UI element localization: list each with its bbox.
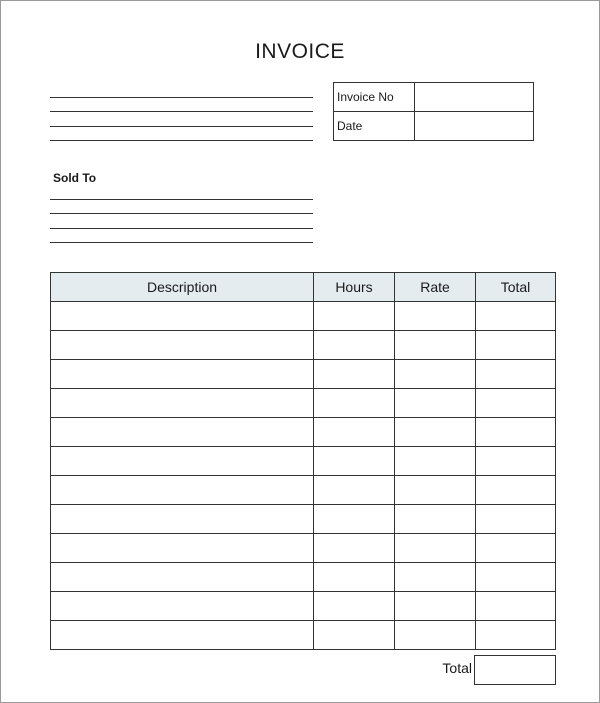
cell-total[interactable] xyxy=(476,563,556,592)
cell-rate[interactable] xyxy=(395,331,476,360)
sold-to-address-line[interactable] xyxy=(50,242,313,243)
table-row xyxy=(51,418,556,447)
cell-description[interactable] xyxy=(51,331,314,360)
cell-total[interactable] xyxy=(476,447,556,476)
cell-total[interactable] xyxy=(476,331,556,360)
cell-rate[interactable] xyxy=(395,621,476,650)
date-row xyxy=(334,112,534,141)
cell-total[interactable] xyxy=(476,534,556,563)
cell-rate[interactable] xyxy=(395,534,476,563)
table-row xyxy=(51,563,556,592)
table-row xyxy=(51,302,556,331)
cell-hours[interactable] xyxy=(314,505,395,534)
table-row xyxy=(51,447,556,476)
cell-total[interactable] xyxy=(476,418,556,447)
sold-to-address-line[interactable] xyxy=(50,199,313,200)
from-address-line[interactable] xyxy=(50,126,313,127)
cell-description[interactable] xyxy=(51,389,314,418)
cell-hours[interactable] xyxy=(314,447,395,476)
cell-hours[interactable] xyxy=(314,592,395,621)
cell-description[interactable] xyxy=(51,360,314,389)
invoice-no-label: Invoice No xyxy=(334,83,415,112)
invoice-title: INVOICE xyxy=(255,40,345,63)
cell-rate[interactable] xyxy=(395,418,476,447)
invoice-no-row xyxy=(334,83,534,112)
cell-rate[interactable] xyxy=(395,447,476,476)
table-row xyxy=(51,592,556,621)
from-address-line[interactable] xyxy=(50,97,313,98)
sold-to-label: Sold To xyxy=(53,171,97,185)
from-address-line[interactable] xyxy=(50,111,313,112)
column-header-rate: Rate xyxy=(395,273,476,302)
column-header-hours: Hours xyxy=(314,273,395,302)
cell-total[interactable] xyxy=(476,360,556,389)
cell-hours[interactable] xyxy=(314,563,395,592)
cell-total[interactable] xyxy=(476,302,556,331)
table-row xyxy=(51,621,556,650)
cell-hours[interactable] xyxy=(314,418,395,447)
invoice-no-field[interactable] xyxy=(415,83,534,112)
cell-description[interactable] xyxy=(51,476,314,505)
table-row xyxy=(51,331,556,360)
cell-description[interactable] xyxy=(51,563,314,592)
sold-to-address-line[interactable] xyxy=(50,228,313,229)
cell-rate[interactable] xyxy=(395,563,476,592)
cell-hours[interactable] xyxy=(314,534,395,563)
cell-rate[interactable] xyxy=(395,592,476,621)
cell-rate[interactable] xyxy=(395,360,476,389)
column-header-total: Total xyxy=(476,273,556,302)
cell-description[interactable] xyxy=(51,418,314,447)
cell-hours[interactable] xyxy=(314,621,395,650)
cell-rate[interactable] xyxy=(395,389,476,418)
cell-description[interactable] xyxy=(51,592,314,621)
cell-hours[interactable] xyxy=(314,476,395,505)
cell-hours[interactable] xyxy=(314,302,395,331)
from-address-line[interactable] xyxy=(50,140,313,141)
cell-hours[interactable] xyxy=(314,389,395,418)
cell-rate[interactable] xyxy=(395,476,476,505)
table-row xyxy=(51,389,556,418)
cell-total[interactable] xyxy=(476,621,556,650)
cell-total[interactable] xyxy=(476,505,556,534)
cell-total[interactable] xyxy=(476,389,556,418)
sold-to-address-line[interactable] xyxy=(50,213,313,214)
cell-description[interactable] xyxy=(51,534,314,563)
cell-description[interactable] xyxy=(51,505,314,534)
grand-total-label: Total xyxy=(442,660,472,676)
cell-description[interactable] xyxy=(51,621,314,650)
date-label: Date xyxy=(334,112,415,141)
cell-total[interactable] xyxy=(476,592,556,621)
cell-rate[interactable] xyxy=(395,302,476,331)
table-row xyxy=(51,505,556,534)
table-row xyxy=(51,360,556,389)
cell-total[interactable] xyxy=(476,476,556,505)
line-items-table xyxy=(50,272,556,650)
table-header-row xyxy=(51,273,556,302)
cell-description[interactable] xyxy=(51,447,314,476)
table-row xyxy=(51,476,556,505)
cell-description[interactable] xyxy=(51,302,314,331)
cell-hours[interactable] xyxy=(314,331,395,360)
cell-rate[interactable] xyxy=(395,505,476,534)
invoice-meta-table xyxy=(333,82,534,141)
grand-total-field[interactable] xyxy=(474,655,556,685)
column-header-description: Description xyxy=(51,273,314,302)
cell-hours[interactable] xyxy=(314,360,395,389)
table-row xyxy=(51,534,556,563)
date-field[interactable] xyxy=(415,112,534,141)
